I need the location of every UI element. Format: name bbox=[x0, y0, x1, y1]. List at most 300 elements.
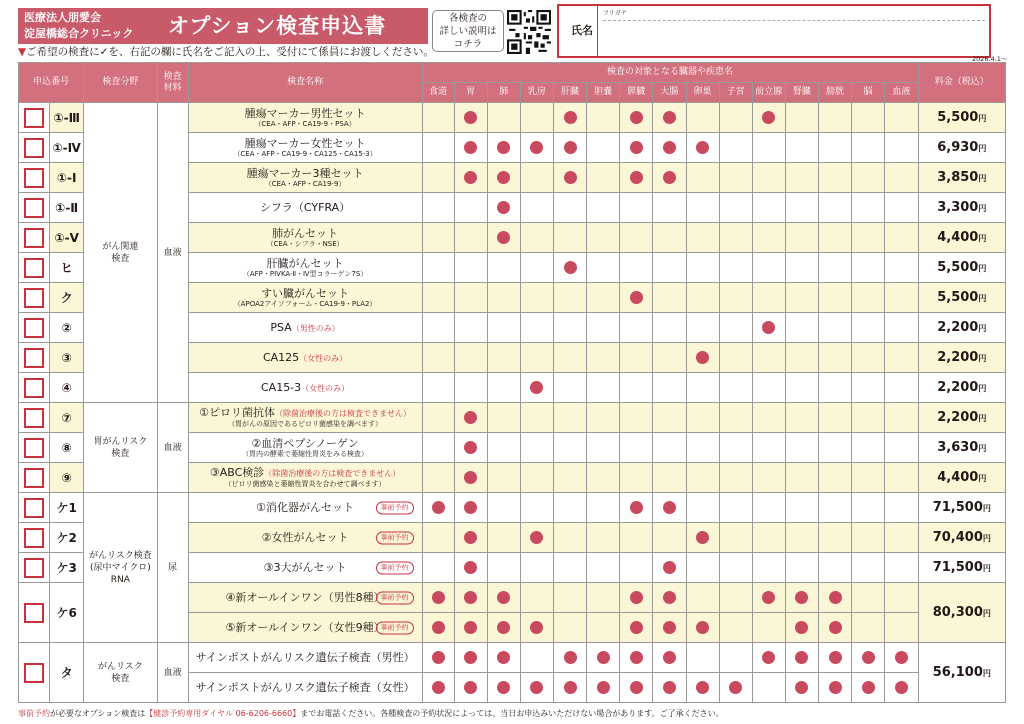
apply-checkbox[interactable] bbox=[24, 468, 44, 488]
target-dot-icon bbox=[663, 561, 676, 574]
target-dot-icon bbox=[464, 171, 477, 184]
target-dot-icon bbox=[630, 111, 643, 124]
organ-header: 乳房 bbox=[520, 83, 553, 103]
target-cell bbox=[587, 643, 620, 673]
target-dot-icon bbox=[432, 621, 445, 634]
target-dot-icon bbox=[895, 651, 908, 664]
test-name-text: ③ABC検診 bbox=[209, 466, 265, 479]
price-cell bbox=[918, 193, 1005, 223]
target-cell bbox=[620, 613, 653, 643]
target-cell bbox=[719, 283, 752, 313]
target-cell bbox=[852, 193, 885, 223]
price-value: 71,500 bbox=[932, 560, 983, 575]
material-cell: 血液 bbox=[157, 103, 188, 403]
category-line: 検査 bbox=[111, 253, 130, 264]
target-cell bbox=[620, 103, 653, 133]
target-cell bbox=[819, 373, 852, 403]
target-cell bbox=[653, 673, 686, 703]
target-cell bbox=[785, 103, 818, 133]
organ-header: 肝臓 bbox=[554, 83, 587, 103]
category-line: がん関連 bbox=[102, 241, 139, 252]
apply-checkbox[interactable] bbox=[24, 408, 44, 428]
apply-checkbox[interactable] bbox=[24, 318, 44, 338]
apply-checkbox[interactable] bbox=[24, 558, 44, 578]
target-cell bbox=[785, 673, 818, 703]
material-cell: 血液 bbox=[157, 403, 188, 493]
apply-checkbox[interactable] bbox=[24, 438, 44, 458]
apply-checkbox[interactable] bbox=[24, 378, 44, 398]
target-cell bbox=[587, 343, 620, 373]
header-price: 料金（税込） bbox=[918, 63, 1005, 103]
test-detail: （CEA・AFP・CA19-9） bbox=[264, 179, 346, 188]
target-dot-icon bbox=[696, 531, 709, 544]
application-code: ⑦ bbox=[50, 403, 84, 433]
clinic-name-line1: 医療法人朋愛会 bbox=[24, 11, 101, 24]
target-cell bbox=[620, 583, 653, 613]
target-cell bbox=[454, 253, 487, 283]
target-cell bbox=[752, 493, 785, 523]
target-dot-icon bbox=[497, 681, 510, 694]
apply-checkbox[interactable] bbox=[24, 138, 44, 158]
target-dot-icon bbox=[530, 381, 543, 394]
test-name-text: CA15-3 bbox=[260, 380, 302, 394]
target-cell bbox=[422, 103, 454, 133]
target-cell bbox=[487, 313, 520, 343]
apply-checkbox[interactable] bbox=[24, 288, 44, 308]
target-cell bbox=[852, 673, 885, 703]
yen-unit: 円 bbox=[982, 534, 991, 543]
target-dot-icon bbox=[497, 231, 510, 244]
target-dot-icon bbox=[597, 651, 610, 664]
test-note: （除菌治療後の方は検査できません） bbox=[275, 409, 411, 418]
test-name bbox=[189, 406, 422, 420]
price-value: 3,850 bbox=[937, 170, 979, 185]
price-value: 3,630 bbox=[937, 440, 979, 455]
title-banner bbox=[18, 8, 428, 44]
target-dot-icon bbox=[497, 201, 510, 214]
target-cell bbox=[785, 553, 818, 583]
footer-note bbox=[18, 708, 724, 719]
target-cell bbox=[520, 463, 553, 493]
target-cell bbox=[785, 403, 818, 433]
test-name-cell bbox=[188, 163, 422, 193]
target-cell bbox=[752, 433, 785, 463]
target-cell bbox=[620, 553, 653, 583]
price-cell bbox=[918, 373, 1005, 403]
target-cell bbox=[422, 313, 454, 343]
target-cell bbox=[686, 283, 719, 313]
target-cell bbox=[422, 493, 454, 523]
checkbox-cell bbox=[19, 223, 50, 253]
test-name bbox=[189, 137, 422, 150]
test-name-cell bbox=[188, 343, 422, 373]
target-cell bbox=[587, 493, 620, 523]
target-cell bbox=[454, 133, 487, 163]
target-cell bbox=[587, 463, 620, 493]
target-cell bbox=[785, 613, 818, 643]
organ-header: 膀胱 bbox=[819, 83, 852, 103]
target-cell bbox=[785, 493, 818, 523]
target-cell bbox=[620, 283, 653, 313]
target-dot-icon bbox=[630, 501, 643, 514]
target-cell bbox=[487, 163, 520, 193]
target-cell bbox=[487, 643, 520, 673]
price-value: 5,500 bbox=[937, 110, 979, 125]
target-cell bbox=[520, 553, 553, 583]
price-cell bbox=[918, 313, 1005, 343]
apply-checkbox[interactable] bbox=[24, 498, 44, 518]
target-dot-icon bbox=[464, 561, 477, 574]
target-cell bbox=[852, 613, 885, 643]
target-cell bbox=[752, 553, 785, 583]
yen-unit: 円 bbox=[982, 609, 991, 618]
price-value: 2,200 bbox=[937, 410, 979, 425]
details-note-line: コチラ bbox=[453, 39, 483, 50]
target-cell bbox=[422, 613, 454, 643]
target-dot-icon bbox=[432, 651, 445, 664]
table-row bbox=[19, 103, 1006, 133]
target-cell bbox=[487, 583, 520, 613]
target-dot-icon bbox=[795, 651, 808, 664]
target-cell bbox=[653, 163, 686, 193]
target-cell bbox=[487, 343, 520, 373]
test-name bbox=[189, 437, 422, 450]
test-name-text: 腫瘍マーカー女性セット bbox=[244, 136, 366, 150]
target-cell bbox=[852, 373, 885, 403]
target-cell bbox=[454, 163, 487, 193]
test-name-text: ②血清ペプシノーゲン bbox=[251, 436, 359, 450]
test-name-text: すい臓がんセット bbox=[261, 286, 350, 300]
test-name-text: サインポストがんリスク遺伝子検査（女性） bbox=[195, 681, 415, 694]
application-code: ヒ bbox=[50, 253, 84, 283]
target-cell bbox=[719, 583, 752, 613]
target-dot-icon bbox=[432, 681, 445, 694]
test-name bbox=[189, 351, 422, 365]
apply-checkbox[interactable] bbox=[24, 108, 44, 128]
target-cell bbox=[752, 253, 785, 283]
target-cell bbox=[487, 463, 520, 493]
checkbox-cell bbox=[19, 463, 50, 493]
table-row bbox=[19, 643, 1006, 673]
test-name bbox=[189, 167, 422, 180]
test-detail: （APOA2アイソフォーム・CA19-9・PLA2） bbox=[233, 299, 377, 308]
yen-unit: 円 bbox=[978, 474, 987, 483]
price-cell bbox=[918, 463, 1005, 493]
reservation-dial: 【健診予約専用ダイヤル 06-6206-6660】 bbox=[145, 709, 301, 718]
target-cell bbox=[686, 193, 719, 223]
test-detail: （AFP・PIVKA-Ⅱ・Ⅳ型コラーゲン7S） bbox=[242, 269, 368, 278]
target-cell bbox=[587, 133, 620, 163]
target-dot-icon bbox=[464, 531, 477, 544]
target-cell bbox=[852, 253, 885, 283]
test-name bbox=[189, 257, 422, 270]
target-cell bbox=[852, 403, 885, 433]
target-dot-icon bbox=[663, 621, 676, 634]
target-cell bbox=[719, 433, 752, 463]
application-code: ケ6 bbox=[50, 583, 84, 643]
target-cell bbox=[422, 523, 454, 553]
organ-header: 胆嚢 bbox=[587, 83, 620, 103]
target-dot-icon bbox=[696, 351, 709, 364]
target-cell bbox=[719, 643, 752, 673]
target-cell bbox=[852, 493, 885, 523]
target-cell bbox=[554, 163, 587, 193]
target-cell bbox=[885, 613, 918, 643]
target-dot-icon bbox=[829, 621, 842, 634]
target-cell bbox=[752, 463, 785, 493]
test-detail: （胃がんの原因であるピロリ菌感染を調べます） bbox=[228, 420, 383, 428]
yen-unit: 円 bbox=[978, 234, 987, 243]
target-cell bbox=[554, 613, 587, 643]
target-cell bbox=[454, 643, 487, 673]
target-cell bbox=[752, 523, 785, 553]
target-cell bbox=[653, 313, 686, 343]
target-cell bbox=[719, 253, 752, 283]
test-name-text: 腫瘍マーカー3種セット bbox=[246, 166, 364, 180]
yen-unit: 円 bbox=[982, 504, 991, 513]
target-cell bbox=[852, 283, 885, 313]
target-dot-icon bbox=[497, 591, 510, 604]
target-dot-icon bbox=[895, 681, 908, 694]
target-cell bbox=[620, 403, 653, 433]
target-dot-icon bbox=[663, 141, 676, 154]
target-cell bbox=[422, 403, 454, 433]
target-cell bbox=[487, 523, 520, 553]
material-cell: 尿 bbox=[157, 493, 188, 643]
apply-checkbox[interactable] bbox=[24, 228, 44, 248]
target-dot-icon bbox=[663, 501, 676, 514]
target-cell bbox=[719, 193, 752, 223]
target-cell bbox=[422, 673, 454, 703]
target-dot-icon bbox=[630, 591, 643, 604]
application-code: ①-Ⅱ bbox=[50, 193, 84, 223]
target-cell bbox=[752, 373, 785, 403]
target-dot-icon bbox=[696, 681, 709, 694]
target-cell bbox=[686, 463, 719, 493]
target-cell bbox=[719, 343, 752, 373]
target-cell bbox=[885, 343, 918, 373]
table-row bbox=[19, 403, 1006, 433]
apply-checkbox[interactable] bbox=[24, 603, 44, 623]
target-dot-icon bbox=[696, 141, 709, 154]
target-dot-icon bbox=[630, 141, 643, 154]
checkbox-cell bbox=[19, 433, 50, 463]
target-cell bbox=[653, 223, 686, 253]
target-dot-icon bbox=[762, 591, 775, 604]
target-cell bbox=[653, 553, 686, 583]
price-cell bbox=[918, 433, 1005, 463]
price-cell bbox=[918, 223, 1005, 253]
target-cell bbox=[686, 643, 719, 673]
test-name-cell bbox=[188, 373, 422, 403]
target-cell bbox=[852, 163, 885, 193]
target-cell bbox=[852, 433, 885, 463]
target-dot-icon bbox=[795, 591, 808, 604]
target-cell bbox=[487, 493, 520, 523]
yen-unit: 円 bbox=[978, 114, 987, 123]
test-name-text: 肺がんセット bbox=[272, 226, 339, 240]
target-dot-icon bbox=[497, 141, 510, 154]
yen-unit: 円 bbox=[982, 564, 991, 573]
target-cell bbox=[819, 163, 852, 193]
qr-code-icon[interactable] bbox=[507, 10, 551, 54]
target-cell bbox=[819, 283, 852, 313]
target-cell bbox=[752, 103, 785, 133]
yen-unit: 円 bbox=[978, 264, 987, 273]
target-cell bbox=[520, 253, 553, 283]
test-name-text: CA125 bbox=[262, 350, 300, 364]
header-category: 検査分野 bbox=[84, 63, 157, 103]
yen-unit: 円 bbox=[978, 354, 987, 363]
target-cell bbox=[653, 463, 686, 493]
target-cell bbox=[422, 643, 454, 673]
target-cell bbox=[819, 553, 852, 583]
yen-unit: 円 bbox=[978, 324, 987, 333]
target-cell bbox=[487, 223, 520, 253]
target-cell bbox=[554, 493, 587, 523]
target-cell bbox=[653, 343, 686, 373]
target-cell bbox=[852, 553, 885, 583]
target-cell bbox=[885, 403, 918, 433]
target-cell bbox=[520, 313, 553, 343]
checkbox-cell bbox=[19, 253, 50, 283]
target-dot-icon bbox=[630, 171, 643, 184]
target-dot-icon bbox=[795, 621, 808, 634]
target-cell bbox=[587, 253, 620, 283]
target-cell bbox=[620, 673, 653, 703]
target-cell bbox=[587, 283, 620, 313]
target-cell bbox=[487, 553, 520, 583]
price-cell bbox=[918, 403, 1005, 433]
category-cell bbox=[84, 493, 157, 643]
test-name-cell bbox=[188, 553, 422, 583]
checkbox-cell bbox=[19, 403, 50, 433]
target-dot-icon bbox=[630, 651, 643, 664]
reservation-badge: 事前予約 bbox=[376, 621, 414, 634]
apply-checkbox[interactable] bbox=[24, 348, 44, 368]
target-cell bbox=[653, 523, 686, 553]
target-dot-icon bbox=[829, 591, 842, 604]
price-cell bbox=[918, 493, 1005, 523]
target-cell bbox=[885, 493, 918, 523]
target-dot-icon bbox=[497, 621, 510, 634]
target-cell bbox=[686, 373, 719, 403]
price-cell bbox=[918, 343, 1005, 373]
clinic-name bbox=[24, 10, 133, 42]
target-cell bbox=[719, 493, 752, 523]
target-cell bbox=[520, 613, 553, 643]
target-cell bbox=[885, 673, 918, 703]
target-cell bbox=[422, 343, 454, 373]
test-name-cell bbox=[188, 253, 422, 283]
apply-checkbox[interactable] bbox=[24, 198, 44, 218]
target-cell bbox=[422, 553, 454, 583]
target-cell bbox=[520, 343, 553, 373]
target-dot-icon bbox=[432, 501, 445, 514]
target-dot-icon bbox=[464, 111, 477, 124]
test-name-text: ③3大がんセット bbox=[263, 561, 347, 574]
target-cell bbox=[719, 463, 752, 493]
target-cell bbox=[653, 283, 686, 313]
target-dot-icon bbox=[862, 651, 875, 664]
application-code: ② bbox=[50, 313, 84, 343]
apply-checkbox[interactable] bbox=[24, 663, 44, 683]
name-field[interactable] bbox=[557, 4, 991, 58]
test-name-text: PSA bbox=[270, 320, 292, 334]
test-name-text: 肝臓がんセット bbox=[266, 256, 344, 270]
target-cell bbox=[785, 133, 818, 163]
target-dot-icon bbox=[432, 591, 445, 604]
test-name-cell bbox=[188, 643, 422, 673]
target-cell bbox=[487, 433, 520, 463]
test-name bbox=[189, 227, 422, 240]
target-cell bbox=[852, 223, 885, 253]
target-cell bbox=[620, 343, 653, 373]
option-test-table bbox=[18, 62, 1006, 703]
test-name bbox=[189, 651, 422, 664]
target-cell bbox=[752, 643, 785, 673]
target-cell bbox=[554, 223, 587, 253]
target-cell bbox=[520, 103, 553, 133]
checkbox-cell bbox=[19, 193, 50, 223]
category-line: がんリスク検査 bbox=[88, 550, 152, 561]
checkbox-cell bbox=[19, 553, 50, 583]
price-value: 5,500 bbox=[937, 260, 979, 275]
target-dot-icon bbox=[597, 681, 610, 694]
target-cell bbox=[752, 403, 785, 433]
target-cell bbox=[454, 493, 487, 523]
target-cell bbox=[752, 673, 785, 703]
organ-header: 卵巣 bbox=[686, 83, 719, 103]
target-cell bbox=[620, 373, 653, 403]
test-name-cell bbox=[188, 103, 422, 133]
target-cell bbox=[520, 433, 553, 463]
target-cell bbox=[885, 433, 918, 463]
target-cell bbox=[686, 403, 719, 433]
apply-checkbox[interactable] bbox=[24, 258, 44, 278]
header-material-line: 材料 bbox=[163, 82, 182, 93]
target-dot-icon bbox=[795, 681, 808, 694]
price-cell bbox=[918, 103, 1005, 133]
category-line: 検査 bbox=[111, 673, 130, 684]
test-name bbox=[189, 381, 422, 395]
apply-checkbox[interactable] bbox=[24, 528, 44, 548]
target-cell bbox=[454, 673, 487, 703]
target-cell bbox=[620, 163, 653, 193]
target-cell bbox=[819, 523, 852, 553]
organ-header: 子宮 bbox=[719, 83, 752, 103]
target-cell bbox=[819, 193, 852, 223]
target-cell bbox=[620, 133, 653, 163]
application-code: ⑨ bbox=[50, 463, 84, 493]
target-cell bbox=[422, 583, 454, 613]
target-cell bbox=[719, 163, 752, 193]
target-cell bbox=[719, 133, 752, 163]
price-cell bbox=[918, 523, 1005, 553]
target-cell bbox=[653, 643, 686, 673]
application-code: ケ2 bbox=[50, 523, 84, 553]
organ-header: 脳 bbox=[852, 83, 885, 103]
target-cell bbox=[554, 133, 587, 163]
target-cell bbox=[719, 373, 752, 403]
test-detail: （CEA・シフラ・NSE） bbox=[266, 239, 344, 248]
target-cell bbox=[785, 313, 818, 343]
target-cell bbox=[785, 343, 818, 373]
category-line: 検査 bbox=[111, 448, 130, 459]
apply-checkbox[interactable] bbox=[24, 168, 44, 188]
table-body bbox=[19, 103, 1006, 703]
target-cell bbox=[852, 523, 885, 553]
